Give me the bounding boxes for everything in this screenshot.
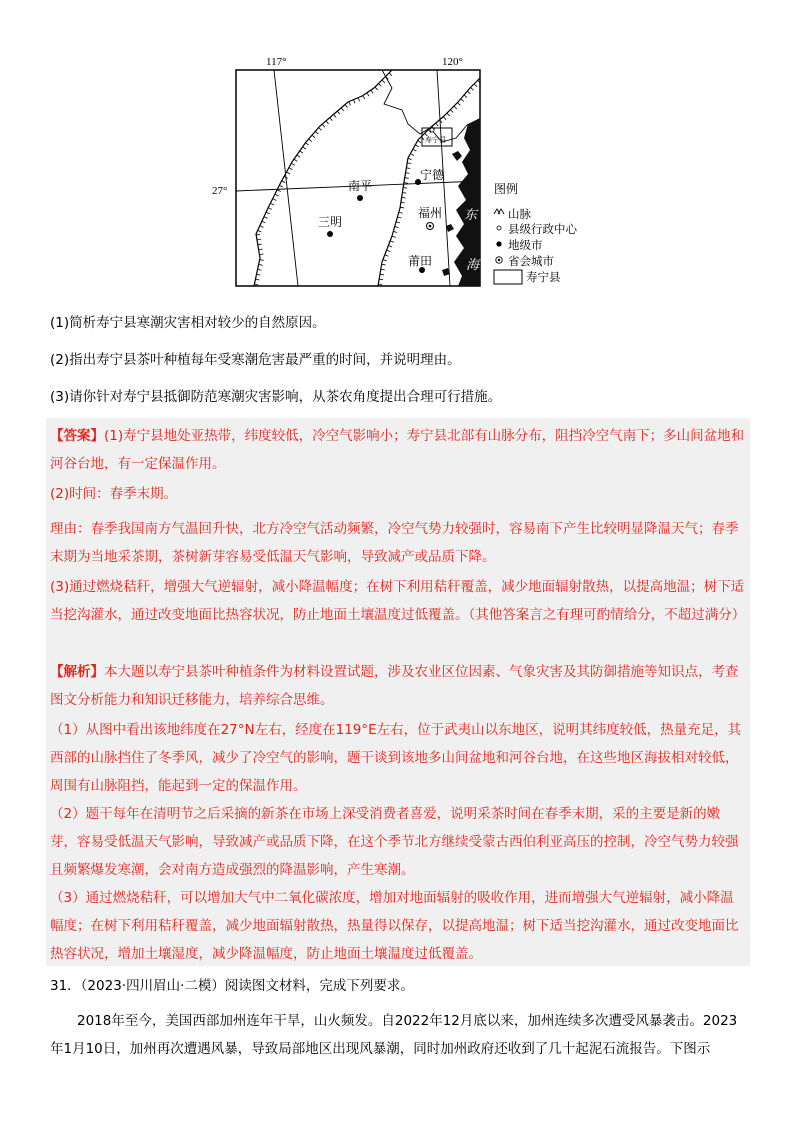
- city-putian: 莆田: [408, 254, 433, 268]
- city-shouning: 寿宁县: [425, 136, 446, 144]
- lat-27-label: 27°: [212, 185, 228, 197]
- city-fuzhou: 福州: [418, 206, 443, 220]
- legend-county-center: 县级行政中心: [508, 222, 577, 236]
- sea-label-dong: 东: [464, 208, 478, 223]
- analysis-intro: [50, 658, 746, 714]
- city-ningde: 宁德: [420, 168, 445, 182]
- question-2: (2)指出寿宁县茶叶种植每年受寒潮危害最严重的时间，并说明理由。: [50, 352, 461, 368]
- legend-title: 图例: [494, 182, 519, 196]
- analysis-intro-text: 本大题以寿宁县茶叶种植条件为材料设置试题，涉及农业区位因素、气象灾害及其防御措施等知识点，考查图文分析能力和知识迁移能力，培养综合思维。: [50, 664, 739, 708]
- answer-tag: 【答案】: [50, 428, 104, 444]
- sanming-marker: [327, 231, 333, 237]
- question-31-material: 2018年至今，美国西部加州连年干旱，山火频发。自2022年12月底以来，加州连续多次遭受风暴袭击。2023年1月10日，加州再次遭遇风暴，导致局部地区出现风暴潮，同时加州政府还收到了几十起泥石流报告。下图示: [50, 1013, 738, 1057]
- answer-2-reason: 理由：春季我国南方气温回升快，北方冷空气活动频繁，冷空气势力较强时，容易南下产生比较明显降温天气；春季末期为当地采茶期，茶树新芽容易受低温天气影响，导致减产或品质下降。: [50, 521, 739, 565]
- fujian-map: [212, 56, 577, 290]
- answer-1-text: (1)寿宁县地处亚热带，纬度较低，冷空气影响小；寿宁县北部有山脉分布，阻挡冷空气南下；多山间盆地和河谷台地，有一定保温作用。: [50, 428, 745, 472]
- legend-prefecture-city: 地级市: [508, 238, 543, 252]
- legend-county-box-icon: [494, 270, 522, 284]
- city-sanming: 三明: [318, 215, 343, 229]
- city-nanping: 南平: [348, 179, 373, 193]
- analysis-3: （3）通过燃烧秸秆，可以增加大气中二氧化碳浓度，增加对地面辐射的吸收作用，进而增强大气逆辐射，减小降温幅度；在树下利用秸秆覆盖，减少地面辐射散热，热量得以保存，以提高地温；树下适当挖沟灌水，通过改变地面比热容状况，增加土壤湿度，减少降温幅度，防止地面土壤温度过低覆盖。: [50, 890, 739, 962]
- legend-county-icon: [497, 226, 501, 230]
- legend-mountain-icon: [494, 209, 504, 214]
- legend-mountain: 山脉: [508, 207, 531, 221]
- legend-city-icon: [496, 241, 501, 246]
- answer-3: (3)通过燃烧秸秆，增强大气逆辐射，减小降温幅度；在树下利用秸秆覆盖，减少地面辐射散热，以提高地温；树下适当挖沟灌水，通过改变地面比热容状况，防止地面土壤温度过低覆盖。（其他答案言之有理可酌情给分，不超过满分）: [50, 579, 746, 623]
- lon-117-label: 117°: [266, 56, 287, 68]
- county-center-marker: [430, 128, 434, 132]
- analysis-2: （2）题干每年在清明节之后采摘的新茶在市场上深受消费者喜爱，说明采茶时间在春季末期，采的主要是新的嫩芽，容易受低温天气影响，导致减产或品质下降，在这个季节北方继续受蒙古西伯利亚高压的控制，冷空气势力较强且频繁爆发寒潮，会对南方造成强烈的降温影响，产生寒潮。: [50, 806, 739, 878]
- legend-provincial-capital: 省会城市: [508, 254, 554, 268]
- analysis-tag: 【解析】: [50, 664, 104, 680]
- fuzhou-marker: [429, 225, 432, 228]
- sea-label-hai: 海: [466, 258, 480, 273]
- question-31-heading: 31．（2023·四川眉山·二模）阅读图文材料，完成下列要求。: [50, 978, 414, 994]
- nanping-marker: [357, 195, 363, 201]
- legend-shouning-county: 寿宁县: [526, 270, 561, 284]
- analysis-1: （1）从图中看出该地纬度在27°N左右，经度在119°E左右，位于武夷山以东地区，说明其纬度较低，热量充足，其西部的山脉挡住了冬季风，减少了冷空气的影响，题干谈到该地多山间盆地和河谷台地，在这些地区海拔相对较低，周围有山脉阻挡，能起到一定的保温作用。: [50, 722, 742, 794]
- question-1: (1)简析寿宁县寒潮灾害相对较少的自然原因。: [50, 315, 326, 331]
- lon-120-label: 120°: [442, 56, 463, 68]
- legend-capital-icon: [498, 259, 500, 261]
- answer-1: [50, 422, 746, 478]
- answer-2-time: (2)时间：春季末期。: [50, 486, 178, 502]
- question-3: (3)请你针对寿宁县抵御防范寒潮灾害影响，从茶农角度提出合理可行措施。: [50, 389, 502, 405]
